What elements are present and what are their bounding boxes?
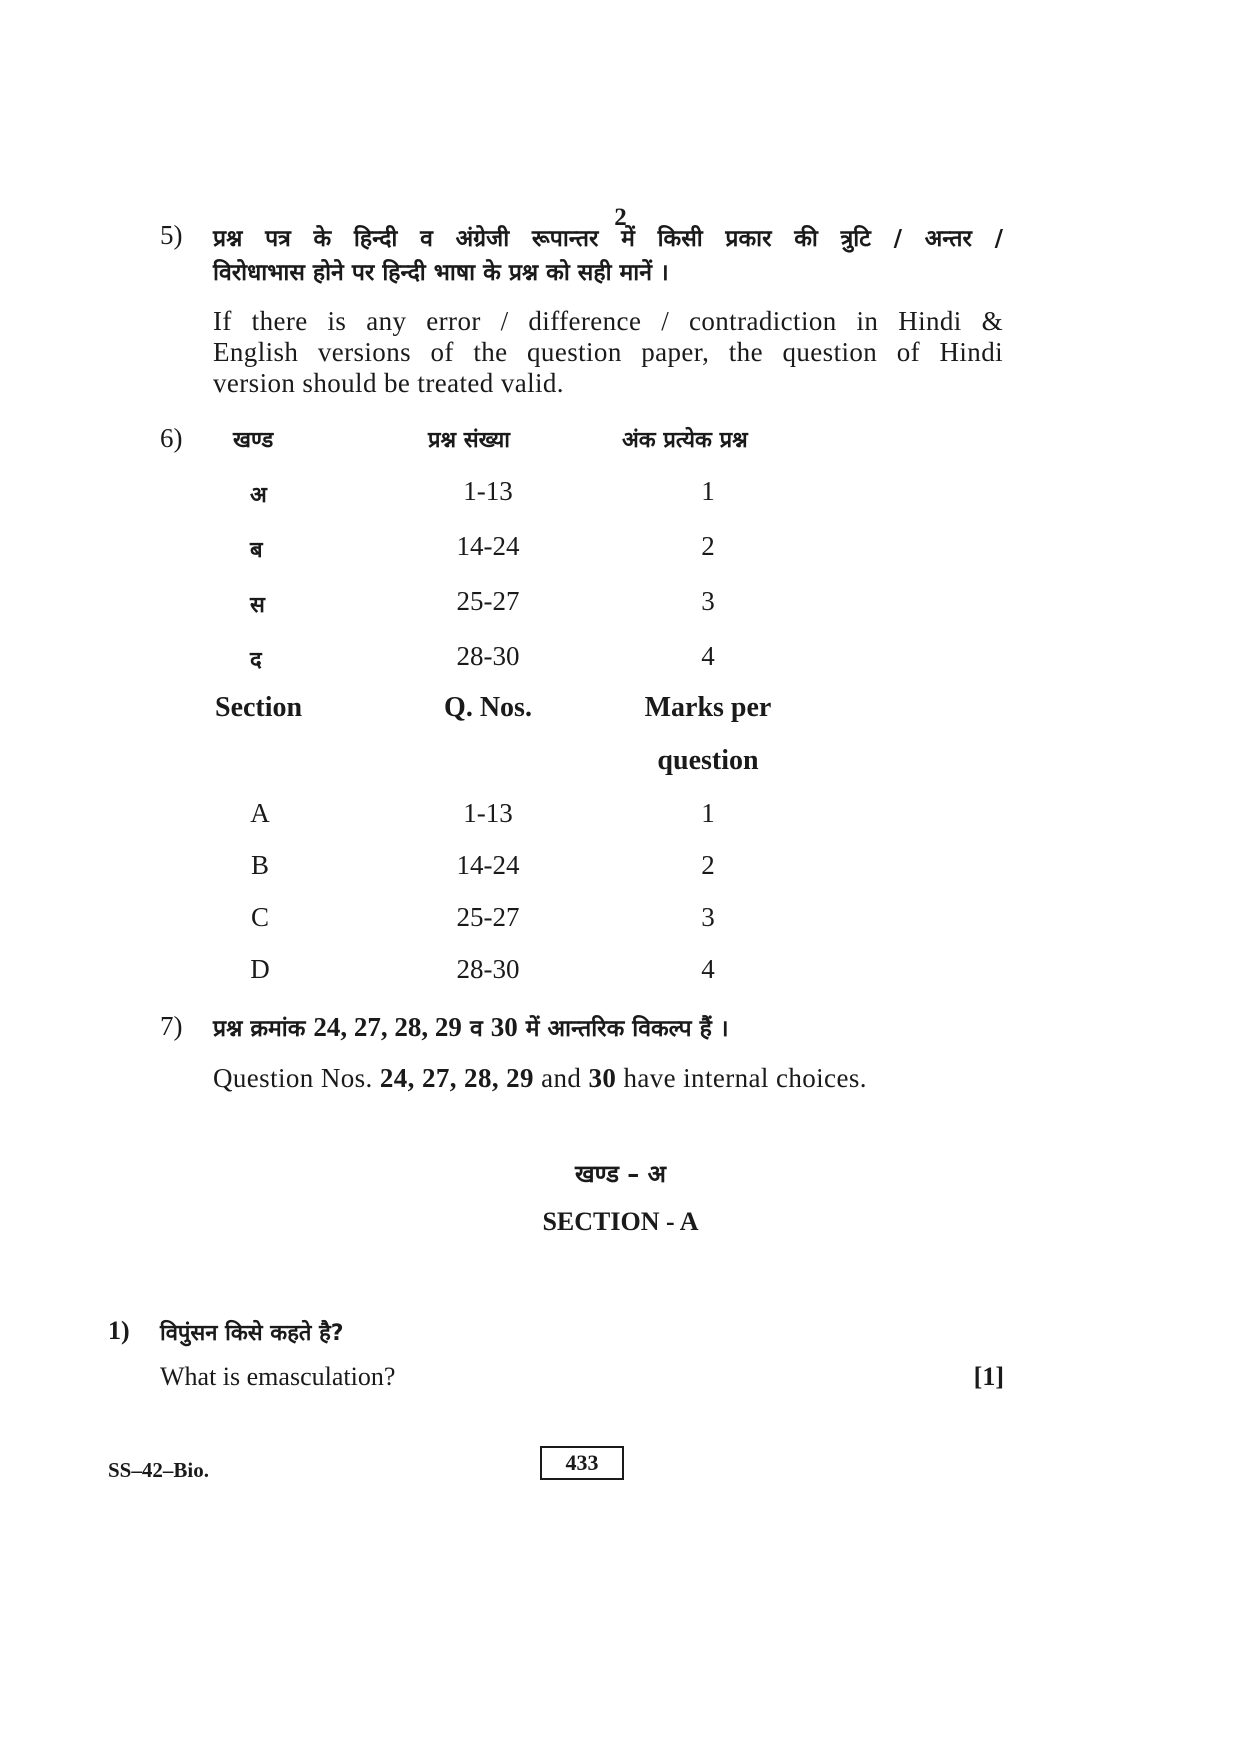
item-7-english-numbers: 24, 27, 28, 29 [379, 1063, 534, 1093]
hindi-qnos-cell: 25-27 [456, 586, 520, 616]
table-header-question: question [657, 745, 759, 776]
item-7-hindi-text-b: व [469, 1016, 483, 1042]
table-header-hindi-qnos: प्रश्न संख्या [428, 428, 510, 453]
item-7-hindi-numbers: 24, 27, 28, 29 [313, 1012, 462, 1042]
item-7-hindi [213, 1011, 729, 1043]
hindi-marks-cell: 4 [701, 641, 715, 671]
qnos-cell: 1-13 [463, 798, 513, 828]
item-7-hindi-text-a: प्रश्न क्रमांक [213, 1016, 306, 1042]
hindi-marks-cell: 1 [701, 476, 715, 506]
table-header-qnos: Q. Nos. [444, 692, 532, 723]
page-number: 2 [614, 204, 627, 231]
question-1-english: What is emasculation? [160, 1362, 396, 1391]
item-7-hindi-last-number: 30 [490, 1012, 518, 1042]
item-6-number: 6) [160, 423, 183, 453]
hindi-qnos-cell: 28-30 [456, 641, 520, 671]
section-cell: C [250, 902, 269, 932]
section-heading-english: SECTION - A [542, 1207, 699, 1236]
marks-cell: 1 [701, 798, 715, 828]
item-5-english-line2: English versions of the question paper, the question of Hindi [213, 337, 1003, 367]
hindi-section-cell: अ [250, 483, 267, 508]
item-5-number: 5) [160, 220, 183, 250]
question-1-number: 1) [108, 1316, 130, 1345]
page-box-number: 433 [540, 1446, 624, 1480]
item-7-english-text-c: have internal choices. [623, 1063, 867, 1093]
item-7-number: 7) [160, 1011, 183, 1041]
question-1-hindi: विपुंसन किसे कहते है? [160, 1321, 344, 1346]
section-cell: B [250, 850, 269, 880]
hindi-marks-cell: 2 [701, 531, 715, 561]
hindi-section-cell: द [250, 648, 262, 673]
hindi-marks-cell: 3 [701, 586, 715, 616]
hindi-section-cell: स [250, 593, 265, 618]
paper-code: SS–42–Bio. [108, 1458, 209, 1482]
item-7-english-last-number: 30 [588, 1063, 617, 1093]
section-cell: D [250, 954, 270, 984]
hindi-qnos-cell: 14-24 [456, 531, 520, 561]
hindi-section-cell: ब [250, 538, 263, 563]
item-7-hindi-text-c: में आन्तरिक विकल्प हैं । [525, 1016, 729, 1042]
marks-cell: 2 [701, 850, 715, 880]
qnos-cell: 14-24 [456, 850, 520, 880]
question-1-marks: [1] [973, 1362, 1004, 1391]
item-5-english-line3: version should be treated valid. [213, 368, 564, 398]
table-header-hindi-marks: अंक प्रत्येक प्रश्न [622, 428, 748, 453]
marks-cell: 4 [701, 954, 715, 984]
item-7-english [213, 1063, 867, 1094]
item-5-hindi-line2: विरोधाभास होने पर हिन्दी भाषा के प्रश्न को सही मानें । [213, 260, 669, 286]
table-header-section: Section [215, 692, 303, 723]
item-7-english-text-b: and [541, 1063, 582, 1093]
item-5-hindi-line1: प्रश्न पत्र के हिन्दी व अंग्रेजी रूपान्तर में किसी प्रकार की त्रुटि / अन्तर / [213, 226, 1003, 252]
section-heading-hindi: खण्ड – अ [575, 1160, 666, 1188]
qnos-cell: 28-30 [456, 954, 520, 984]
table-header-marks-per: Marks per [644, 692, 772, 723]
table-header-hindi-section: खण्ड [233, 428, 274, 453]
section-cell: A [250, 798, 270, 828]
qnos-cell: 25-27 [456, 902, 520, 932]
item-7-english-text-a: Question Nos. [213, 1063, 373, 1093]
item-5-english-line1: If there is any error / difference / contradiction in Hindi & [213, 306, 1003, 336]
marks-cell: 3 [701, 902, 715, 932]
hindi-qnos-cell: 1-13 [463, 476, 513, 506]
